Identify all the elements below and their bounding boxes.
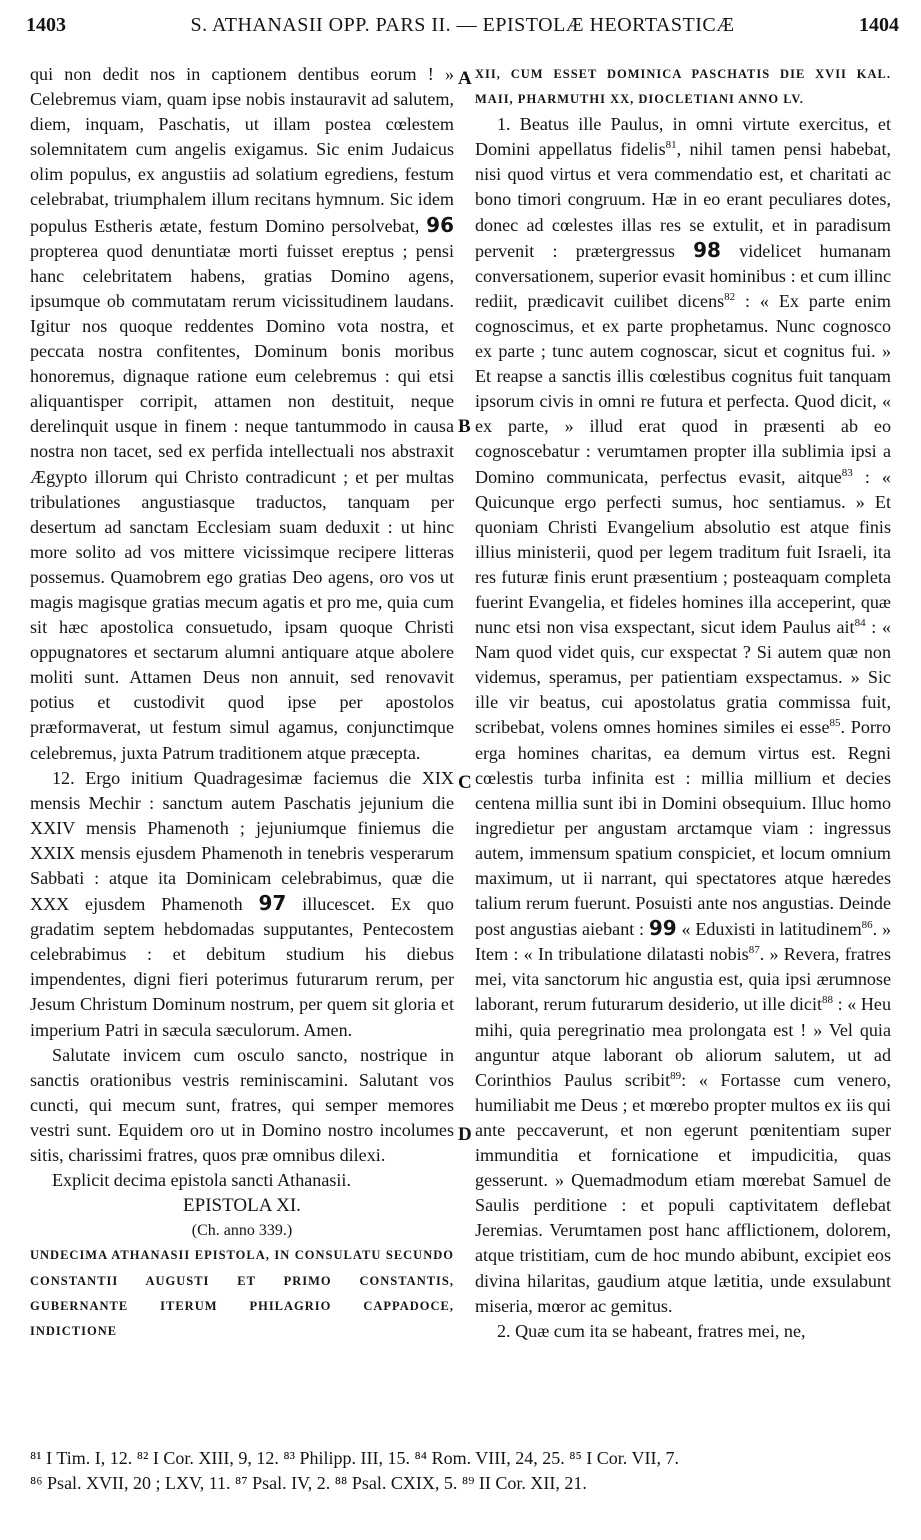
margin-letter-d: D xyxy=(458,1124,472,1145)
paragraph-2: 2. Quæ cum ita se habeant, fratres mei, ne, xyxy=(497,1320,806,1341)
salutation-paragraph: Salutate invicem cum osculo sancto, nostrique in sanctis orationibus vestris reminiscamini. Salutant vos cuncti, qui mecum sunt, fratres, qui semper memores vestri sunt. Equidem oro ut in Domino nostro incolumes sitis, charissimi fratres, quos præ omnibus dilexi. xyxy=(30,1044,454,1166)
footnote-ref-81: 81 xyxy=(665,139,677,152)
left-column xyxy=(30,62,454,1344)
footnote-ref-82: 82 xyxy=(724,290,736,303)
explicit-line: Explicit decima epistola sancti Athanasii. xyxy=(52,1170,351,1191)
footnote-ref-83: 83 xyxy=(841,466,853,479)
epistola-heading: UNDECIMA ATHANASII EPISTOLA, IN CONSULATU SECUNDO CONSTANTII AUGUSTI ET PRIMO CONSTANTIS, GUBERNANTE ITERUM PHILAGRIO CAPPADOCE, INDICTIONE xyxy=(30,1248,454,1338)
epistola-heading-continued: XII, CUM ESSET DOMINICA PASCHATIS DIE XVII KAL. MAII, PHARMUTHI XX, DIOCLETIANI ANNO LV. xyxy=(475,67,891,107)
right-column xyxy=(475,62,891,1344)
footnote-ref-88: 88 xyxy=(822,994,834,1007)
page-number-right: 1404 xyxy=(859,14,899,36)
footnote-ref-85: 85 xyxy=(829,717,841,730)
margin-letter-c: C xyxy=(458,772,472,793)
column-marker-98: 98 xyxy=(693,237,721,262)
column-marker-96: 96 xyxy=(426,212,454,237)
footnote-line-1: ⁸¹ I Tim. I, 12. ⁸² I Cor. XIII, 9, 12. ⁸³ Philipp. III, 15. ⁸⁴ Rom. VIII, 24, 25. ⁸⁵ I Cor. VII, 7. xyxy=(30,1448,679,1468)
column-marker-97: 97 xyxy=(258,891,287,916)
paragraph-1: 1. Beatus ille Paulus, in omni virtute exercitus, et Domini appellatus fidelis$^{81}$, nihil tamen pensi habebat, nisi quod virtus et vera commendatio est, et charitati ac bono timori congruum. Hæ in eo erant peculiares dotes, donec ad cœlestes illas res se extulit, et in paradisum pervenit : prætergressus 98 videlicet humanam conversationem, superior evasit hominibus : et cum illinc rediit, prædicavit cuilibet dicens$^{82}$ : « Ex parte enim cognoscimus, et ex parte prophetamus. Nunc cognosco ex parte ; tunc autem cognoscar, sicut et cognitus fui. » Et reapse a sanctis illis cœlestibus cognitus fuit tanquam ipsorum civis in omni re futura et perfecta. Quod dicit, « ex parte, » illud erat quod in præsenti ab eo cognoscebatur : verumtamen propter illa sublimia ipsi a Domino communicata, perfectus evasit, aitque$^{83}$ : « Quicunque ergo perfecti sumus, hoc sentiamus. » Et quoniam Christi Evangelium absolutio est atque finis illius ministerii, quod per legem traditum fuit Israeli, ita res futuræ finis erunt præsentium ; posteaquam completa fuerint Evangelia, et fideles homines illa acceperint, quæ nunc etsi non visa exspectant, sicut idem Paulus ait$^{84}$ : « Nam quod videt quis, cur exspectat ? Si autem quæ non videmus, speramus, per patientiam exspectamus. » Sic ille vir beatus, cui apostolatus gratia commissa fuit, scribebat, volens omnes homines similes ei esse$^{85}$. Porro erga homines charitas, ea demum virtus est. Regni cœlestis turba infinita est : millia millium et decies centena millia sunt ibi in Domini obsequium. Illuc homo ingredietur per angustam arctamque viam : ingressus autem, immensum spatium conspiciet, et locum omnium maximum, ut ii narrant, qui spectatores atque hæredes talium rerum fuerunt. Posuisti ante nos angustias. Deinde post angustias aiebant : 99 « Eduxisti in latitudinem$^{86}$. » Item : « In tribulatione dilatasti nobis$^{87}$. » Revera, fratres mei, vita sanctorum hic angustia est, quia ipsi ærumnose laborant, rerum futurarum desiderio, ut ille dicit$^{88}$ : « Heu mihi, quia peregrinatio mea prolongata est ! » Vel quia anguntur atque laborant ob aliorum salutem, ut ad Corinthios Paulus scribit$^{89}$: « Fortasse cum venero, humiliabit me Deus ; et mœrebo propter multos ex iis qui ante peccaverunt, et non egerunt pœnitentiam super immunditia et fornicatione et impudicitia, quas gesserunt. » Quemadmodum etiam mœrebat Samuel de Saulis perditione : et populi captivitatem deflebat Jeremias. Verumtamen post hanc afflictionem, dolorem, atque tristitiam, cum de hoc mundo abibunt, excipiet eos divina hilaritas, gaudium atque lætitia, unde exsulabunt miseria, mœror ac gemitus. xyxy=(475,114,892,1316)
running-header xyxy=(26,8,899,42)
footnote-ref-86: 86 xyxy=(861,919,873,932)
running-title: S. ATHANASII OPP. PARS II. — EPISTOLÆ HEORTASTICÆ xyxy=(190,14,735,36)
footnote-ref-87: 87 xyxy=(748,944,760,957)
paragraph-12: 12. Ergo initium Quadragesimæ faciemus die XIX mensis Mechir : sanctum autem Paschatis jejunium die XXIV mensis Phamenoth ; jejuniumque finiemus die XXIX mensis ejusdem Phamenoth in tenebris vesperarum Sabbati : atque ita Dominicam celebrabimus, quæ die XXX ejusdem Phamenoth 97 illucescet. Ex quo gradatim septem hebdomadas supputantes, Pentecostem celebrabimus : et debitum studium his diebus impendentes, digni fieri poterimus futurarum rerum, per Jesum Christum Dominum nostrum, per quem sit gloria et imperium Patri in sæcula sæculorum. Amen. xyxy=(30,767,454,1040)
footnote-line-2: ⁸⁶ Psal. XVII, 20 ; LXV, 11. ⁸⁷ Psal. IV, 2. ⁸⁸ Psal. CXIX, 5. ⁸⁹ II Cor. XII, 21. xyxy=(30,1473,587,1493)
footnotes xyxy=(30,1446,895,1496)
page-number-left: 1403 xyxy=(26,14,66,36)
footnote-ref-84: 84 xyxy=(854,617,866,630)
epistola-date: (Ch. anno 339.) xyxy=(191,1222,293,1240)
margin-letter-b: B xyxy=(458,416,471,437)
column-marker-99: 99 xyxy=(648,916,677,941)
epistola-title: EPISTOLA XI. xyxy=(183,1195,301,1217)
margin-letter-a: A xyxy=(458,68,472,89)
footnote-ref-89: 89 xyxy=(670,1069,682,1082)
paragraph: qui non dedit nos in captionem dentibus eorum ! » Celebremus viam, quam ipse nobis instauravit ad salutem, diem, inquam, Paschatis, ut illam postea cœlestem solemnitatem cum angelis exigamus. Sic enim Judaicus olim populus, ex angustiis ad solatium egrediens, festum celebrabat, triumphalem illum recitans hymnum. Sic idem populus Estheris ætate, festum Domino persolvebat, 96 propterea quod denuntiatæ morti fuisset ereptus ; pensi hanc celebritatem habens, gratias Domino agens, ipsumque ob commutatam rerum vicissitudinem laudans. Igitur nos quoque reddentes Domino vota nostra, et peccata nostra confitentes, Dominum bonis moribus honoremus, dignaque ratione eum celebremus : qui etsi aliquantisper corripit, attamen non destituit, neque derelinquit usque in finem : neque tantummodo in causa nostra non tacet, sed ex perfida intellectuali nos abstraxit Ægypto illorum qui Christo contradicunt ; et per multas tribulationes angustiasque traductos, tanquam per desertum ad sanctam Ecclesiam suam deduxit : ut hinc more solito ad vos mittere vicissimque recipere litteras possemus. Quamobrem ego gratias Deo agens, oro vos ut magis magisque gratias mecum agatis et pro me, quia cum sit hæc apostolica consuetudo, ipsam quoque Christi oppugnatores et sectarum alumni antiquare atque abolere moliti sunt. Attamen Deus non annuit, sed renovavit potius et custodivit quod ipse per apostolos præformaverat, ut festum simul agamus, conjunctimque celebremus, juxta Patrum traditionem atque præcepta. xyxy=(30,64,454,763)
